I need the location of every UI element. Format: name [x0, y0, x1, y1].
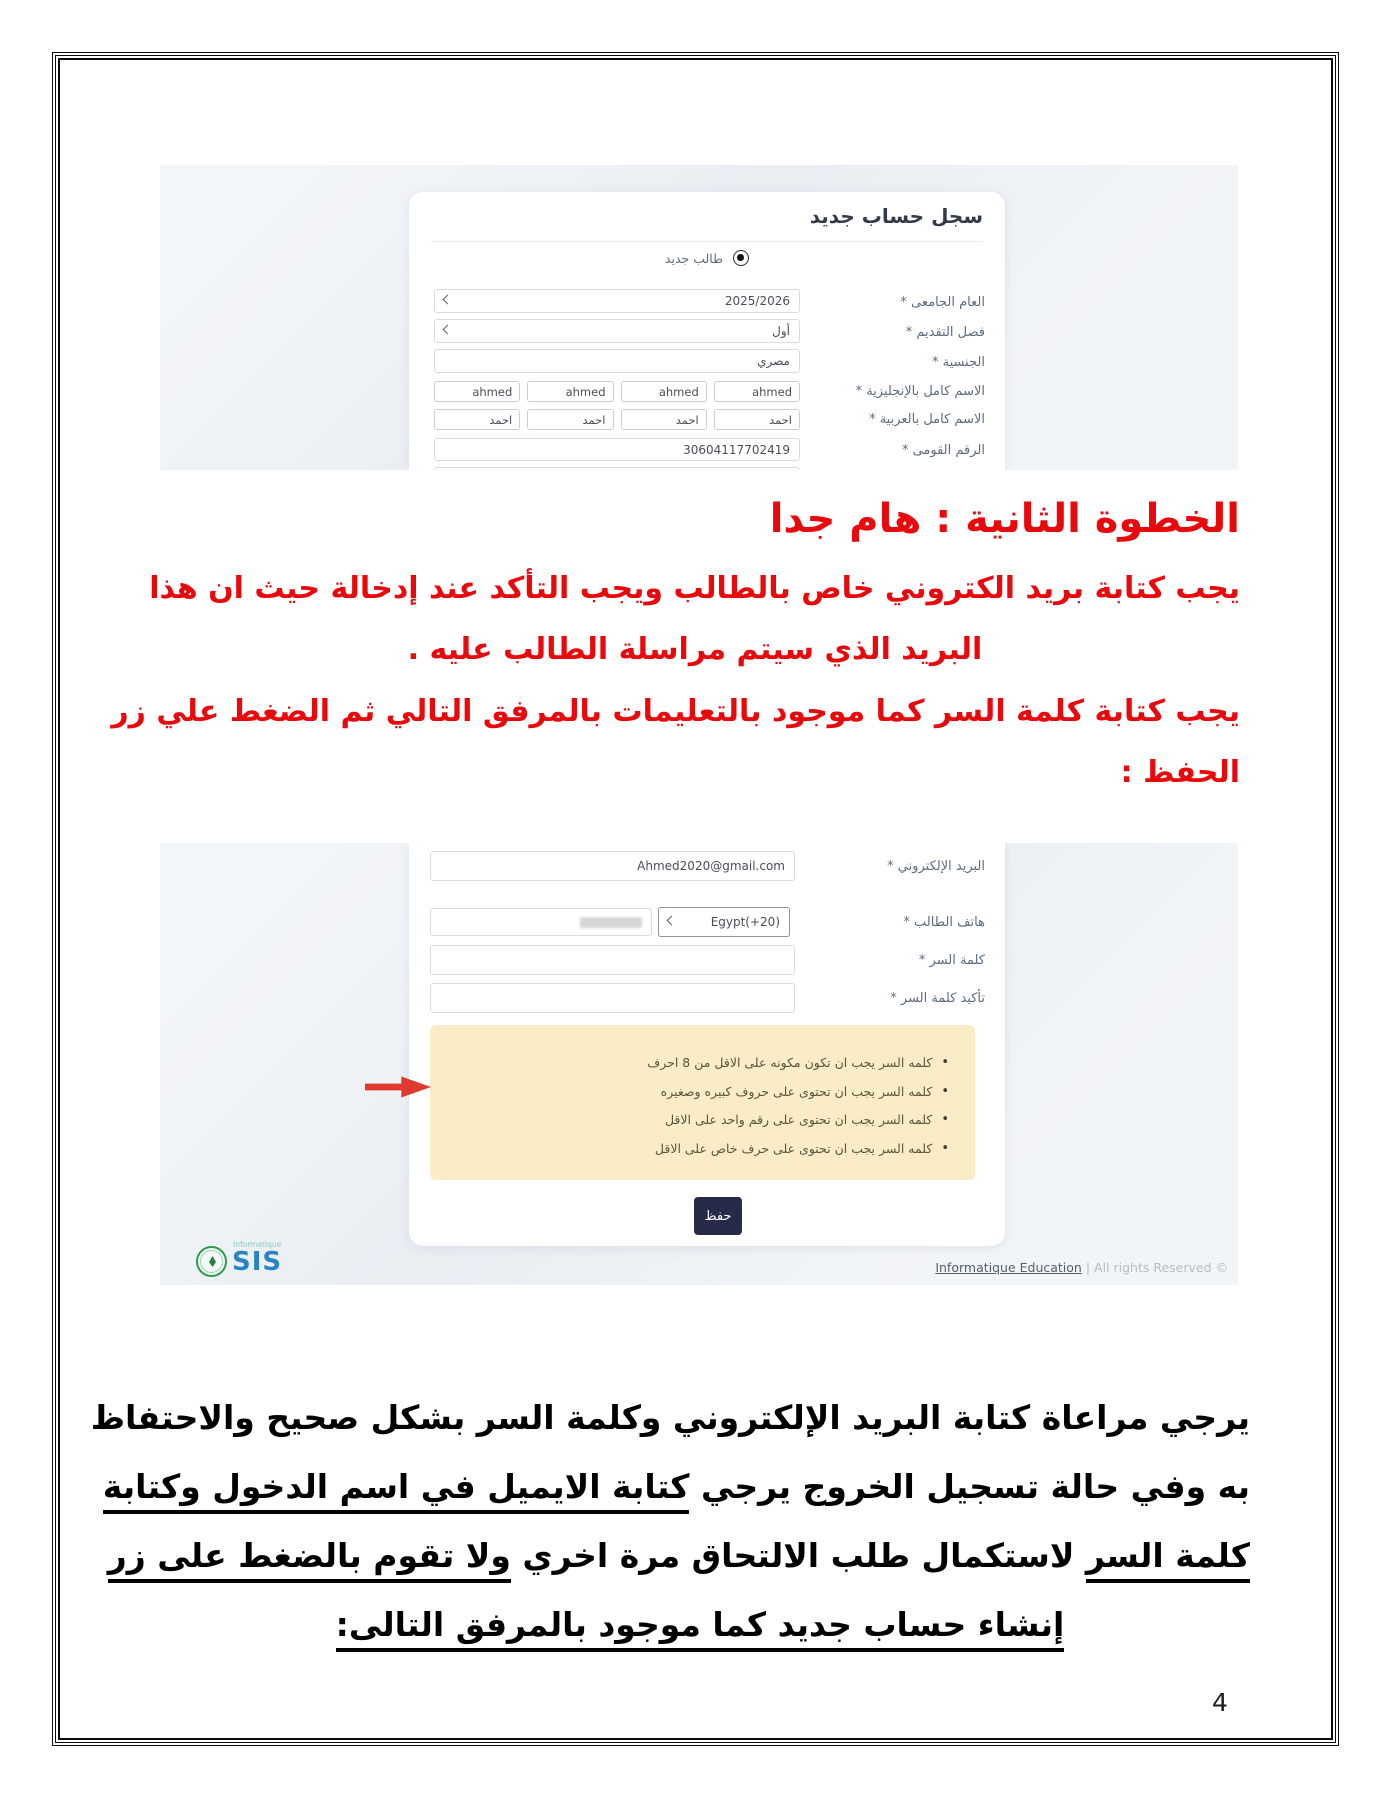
step-two-heading: الخطوة الثانية : هام جدا — [769, 496, 1240, 542]
name-ar-input[interactable]: احمد — [714, 409, 800, 430]
sis-logo — [196, 1239, 283, 1277]
password-rule: • كلمه السر يجب ان تكون مكونه على الاقل من 8 احرف — [450, 1049, 949, 1078]
academic-year-label: العام الجامعى * — [900, 295, 985, 310]
sis-emblem-icon — [196, 1246, 227, 1277]
bullet-icon: • — [941, 1083, 949, 1099]
email-input[interactable]: Ahmed2020@gmail.com — [430, 851, 795, 881]
term-select[interactable]: أول — [434, 319, 800, 343]
name-en-input[interactable]: ahmed — [714, 381, 800, 402]
radio-label: طالب جديد — [664, 250, 724, 266]
redacted-phone-value — [580, 917, 642, 928]
name-en-input[interactable]: ahmed — [621, 381, 707, 402]
name-arabic-inputs — [434, 409, 800, 430]
password-rules-box — [430, 1025, 975, 1180]
sis-brand-text: Informatique SIS — [232, 1239, 283, 1277]
phone-number-input[interactable] — [430, 908, 652, 936]
screenshot-registration-form-bottom — [160, 843, 1238, 1285]
new-student-radio-row[interactable] — [409, 250, 1005, 266]
phone-label: هاتف الطالب * — [903, 915, 985, 930]
bullet-icon: • — [941, 1112, 949, 1127]
name-ar-input[interactable]: احمد — [621, 409, 707, 430]
name-english-label: الاسم كامل بالإنجليزية * — [855, 384, 985, 399]
confirm-password-input[interactable] — [430, 983, 795, 1013]
closing-instructions-paragraph: يرجي مراعاة كتابة البريد الإلكتروني وكلمة السر بشكل صحيح والاحتفاظ به وفي حالة تسجيل الخروج يرجي كتابة الايميل في اسم الدخول وكتابة كلمة السر لاستكمال طلب الالتحاق مرة اخري ولا تقوم بالضغط على زر إنشاء حساب جديد كما موجود بالمرفق التالى: — [150, 1383, 1250, 1659]
nationality-input[interactable]: مصري — [434, 349, 800, 373]
chevron-down-icon — [443, 325, 453, 335]
name-ar-input[interactable]: احمد — [434, 409, 520, 430]
chevron-down-icon — [443, 295, 453, 305]
name-en-input[interactable]: ahmed — [527, 381, 613, 402]
sis-tagline: Informatique — [233, 1239, 282, 1249]
password-rule: • كلمه السر يجب ان تحتوى على حروف كبيره وصغيره — [450, 1078, 949, 1107]
password-rule: • كلمه السر يجب ان تحتوى على حرف خاص على الاقل — [450, 1135, 949, 1164]
nationality-label: الجنسية * — [931, 355, 985, 370]
national-id-input[interactable]: 30604117702419 — [434, 438, 800, 461]
academic-year-select[interactable]: 2025/2026 — [434, 289, 800, 313]
registration-card-bottom — [409, 843, 1005, 1246]
password-instruction-paragraph: يجب كتابة كلمة السر كما موجود بالتعليمات بالمرفق التالي ثم الضغط علي زر الحفظ : — [111, 694, 1240, 790]
confirm-password-label: تأكيد كلمة السر * — [890, 991, 985, 1006]
name-ar-input[interactable]: احمد — [527, 409, 613, 430]
national-id-label: الرقم القومى * — [901, 443, 985, 458]
email-instruction-paragraph: يجب كتابة بريد الكتروني خاص بالطالب ويجب التأكد عند إدخالة حيث ان هذا البريد الذي سيتم مراسلة الطالب عليه . — [149, 571, 1240, 667]
name-en-input[interactable]: ahmed — [434, 381, 520, 402]
bullet-icon: • — [941, 1055, 949, 1070]
clipped-field[interactable] — [434, 467, 800, 470]
save-button[interactable]: حفظ — [694, 1197, 742, 1235]
screenshot-registration-form-top — [160, 165, 1238, 470]
chevron-down-icon — [667, 916, 677, 926]
registration-card — [409, 192, 1005, 470]
name-arabic-label: الاسم كامل بالعربية * — [869, 412, 985, 427]
email-label: البريد الإلكتروني * — [887, 859, 985, 874]
form-title: سجل حساب جديد — [809, 204, 983, 228]
password-label: كلمة السر * — [918, 953, 985, 968]
radio-selected-icon[interactable] — [733, 250, 749, 266]
page-number: 4 — [1212, 1688, 1228, 1717]
name-english-inputs — [434, 381, 800, 402]
country-code-select[interactable]: Egypt(+20) — [658, 907, 790, 937]
footer-link[interactable]: Informatique Education — [935, 1260, 1082, 1275]
term-label: فصل التقديم * — [905, 325, 985, 340]
password-rule: • كلمه السر يجب ان تحتوى على رقم واحد على الاقل — [450, 1106, 949, 1135]
bullet-icon: • — [941, 1140, 949, 1156]
title-divider — [431, 241, 983, 242]
screenshot-footer: Informatique Education | All rights Reserved © — [935, 1260, 1228, 1275]
password-input[interactable] — [430, 945, 795, 975]
